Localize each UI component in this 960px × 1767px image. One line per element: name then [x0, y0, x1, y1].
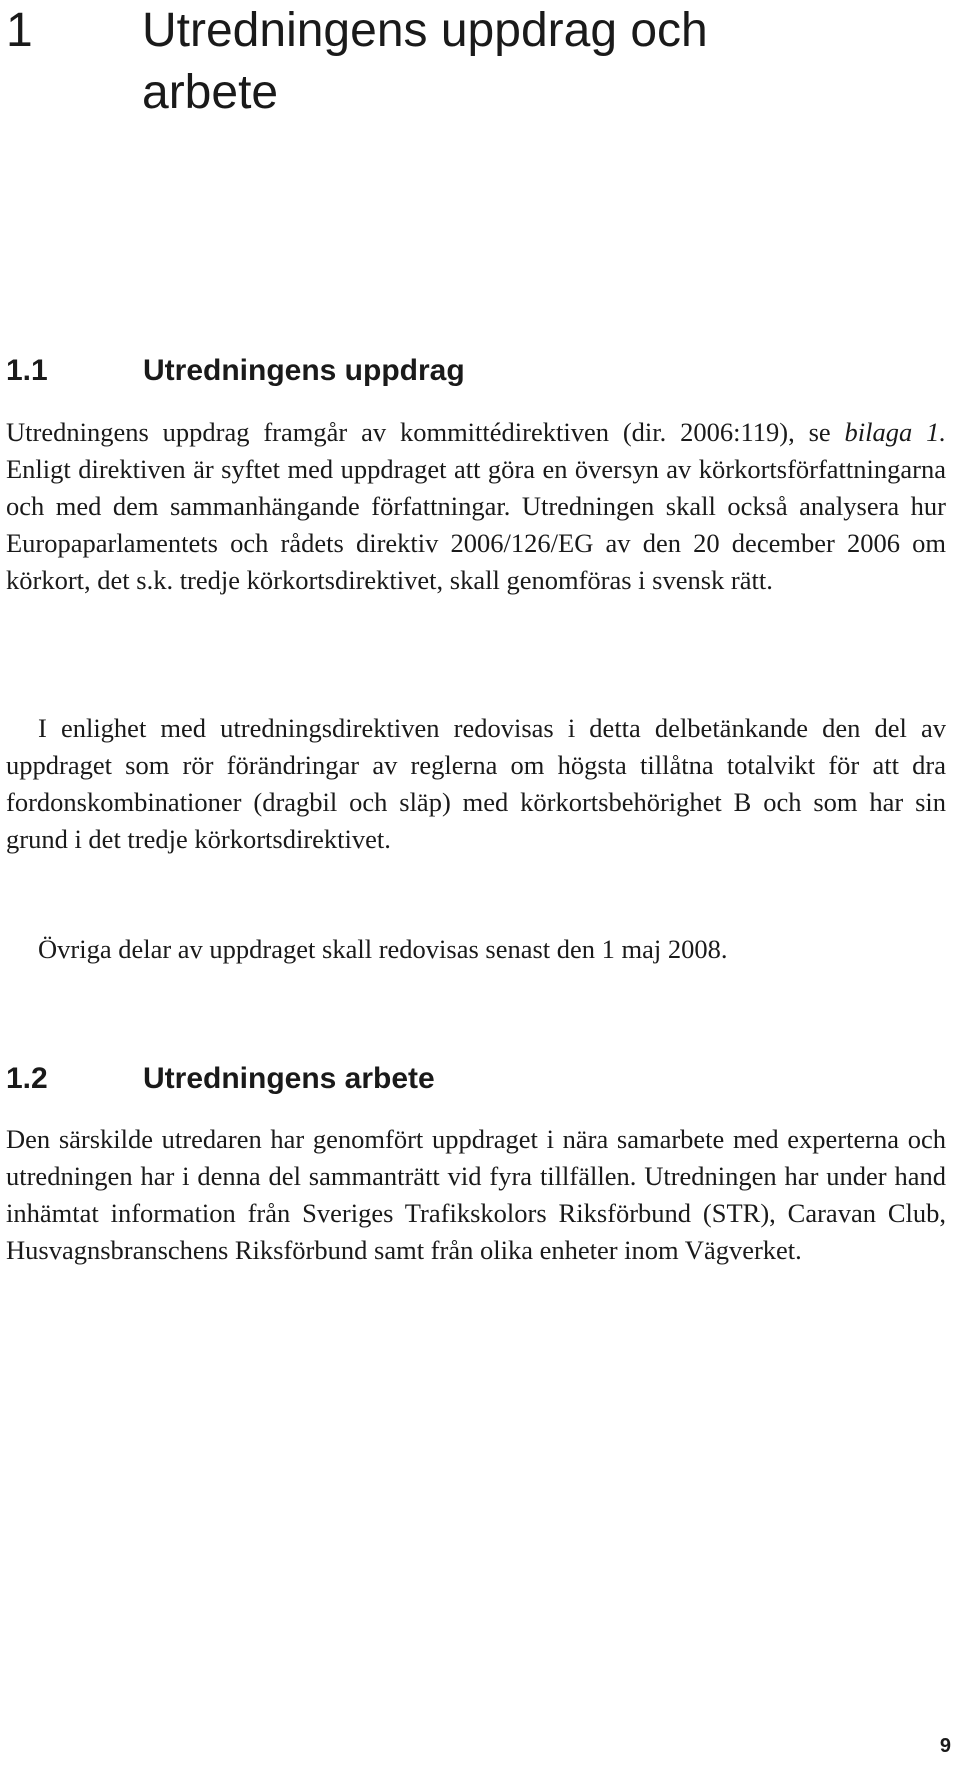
paragraph-text: Övriga delar av uppdraget skall redovisas senast den 1 maj 2008.	[38, 934, 728, 964]
paragraph	[6, 710, 946, 858]
paragraph-text: Utredningens uppdrag framgår av kommittédirektiven (dir. 2006:119), se	[6, 417, 845, 447]
section-heading-1-2	[6, 1061, 946, 1097]
section-heading-1-1	[6, 353, 946, 389]
paragraph	[6, 1121, 946, 1269]
paragraph-text: I enlighet med utredningsdirektiven redovisas i detta delbetänkande den del av uppdraget som rör förändringar av reglerna om högsta tillåtna totalvikt för att dra fordonskombinationer (dragbil och släp) med körkortsbehörighet B och som har sin grund i det tredje körkortsdirektivet.	[6, 713, 946, 854]
paragraph	[6, 931, 946, 968]
section-number: 1.1	[6, 354, 48, 387]
section-number: 1.2	[6, 1062, 48, 1095]
page-number: 9	[939, 1735, 951, 1757]
section-title: Utredningens uppdrag	[143, 354, 465, 387]
appendix-reference: bilaga 1.	[844, 417, 946, 447]
paragraph-text: Enligt direktiven är syftet med uppdraget att göra en översyn av körkortsförfattningarna och med dem sammanhängande författningar. Utredningen skall också analysera hur Europaparlamentets och rådets direktiv 2006/126/EG av den 20 december 2006 om körkort, det s.k. tredje körkortsdirektivet, skall genomföras i svensk rätt.	[6, 454, 946, 595]
paragraph	[6, 414, 946, 599]
chapter-number: 1	[6, 4, 33, 57]
section-title: Utredningens arbete	[143, 1062, 435, 1095]
paragraph-text: Den särskilde utredaren har genomfört uppdraget i nära samarbete med experterna och utredningen har i denna del sammanträtt vid fyra tillfällen. Utredningen har under hand inhämtat information från Sveriges Trafikskolors Riksförbund (STR), Caravan Club, Husvagnsbranschens Riksförbund samt från olika enheter inom Vägverket.	[6, 1124, 946, 1265]
chapter-title: Utredningens uppdrag och arbete	[142, 4, 708, 119]
